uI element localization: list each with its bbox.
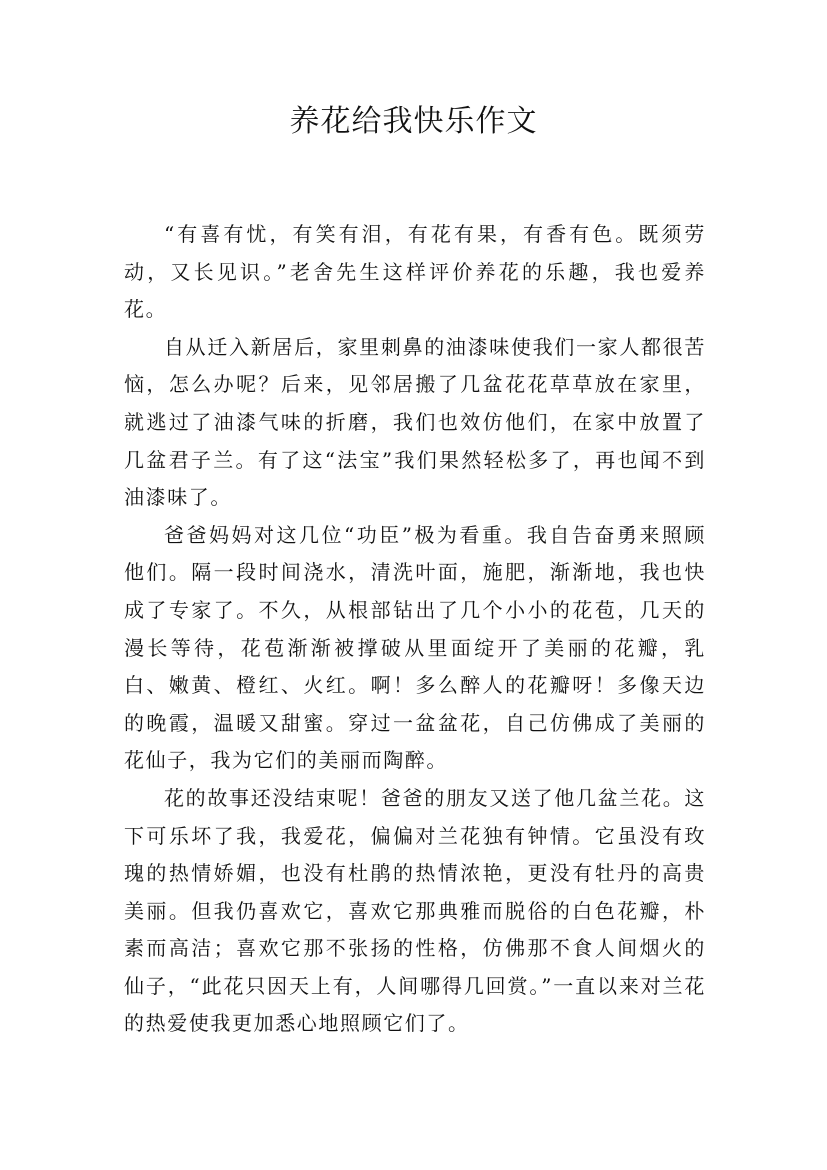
- essay-paragraph-3: 爸爸妈妈对这几位“功臣”极为看重。我自告奋勇来照顾他们。隔一段时间浇水，清洗叶面，施肥，渐渐地，我也快成了专家了。不久，从根部钻出了几个小小的花苞，几天的漫长等待，花苞渐渐被撑破从里面绽开了美丽的花瓣，乳白、嫩黄、橙红、火红。啊！多么醉人的花瓣呀！多像天边的晚霞，温暖又甜蜜。穿过一盆盆花，自己仿佛成了美丽的花仙子，我为它们的美丽而陶醉。: [124, 522, 706, 773]
- essay-paragraph-4: 花的故事还没结束呢！爸爸的朋友又送了他几盆兰花。这下可乐坏了我，我爱花，偏偏对兰花独有钟情。它虽没有玫瑰的热情娇媚，也没有杜鹃的热情浓艳，更没有牡丹的高贵美丽。但我仍喜欢它，喜欢它那典雅而脱俗的白色花瓣，朴素而高洁；喜欢它那不张扬的性格，仿佛那不食人间烟火的仙子，“此花只因天上有，人间哪得几回赏。”一直以来对兰花的热爱使我更加悉心地照顾它们了。: [124, 785, 706, 1036]
- essay-paragraph-2: 自从迁入新居后，家里刺鼻的油漆味使我们一家人都很苦恼，怎么办呢？后来，见邻居搬了几盆花花草草放在家里，就逃过了油漆气味的折磨，我们也效仿他们，在家中放置了几盆君子兰。有了这“法宝”我们果然轻松多了，再也闻不到油漆味了。: [124, 334, 706, 510]
- essay-body: [124, 216, 706, 1043]
- essay-paragraph-1: “有喜有忧，有笑有泪，有花有果，有香有色。既须劳动，又长见识。”老舍先生这样评价养花的乐趣，我也爱养花。: [124, 222, 706, 322]
- essay-title: 养花给我快乐作文: [289, 104, 538, 139]
